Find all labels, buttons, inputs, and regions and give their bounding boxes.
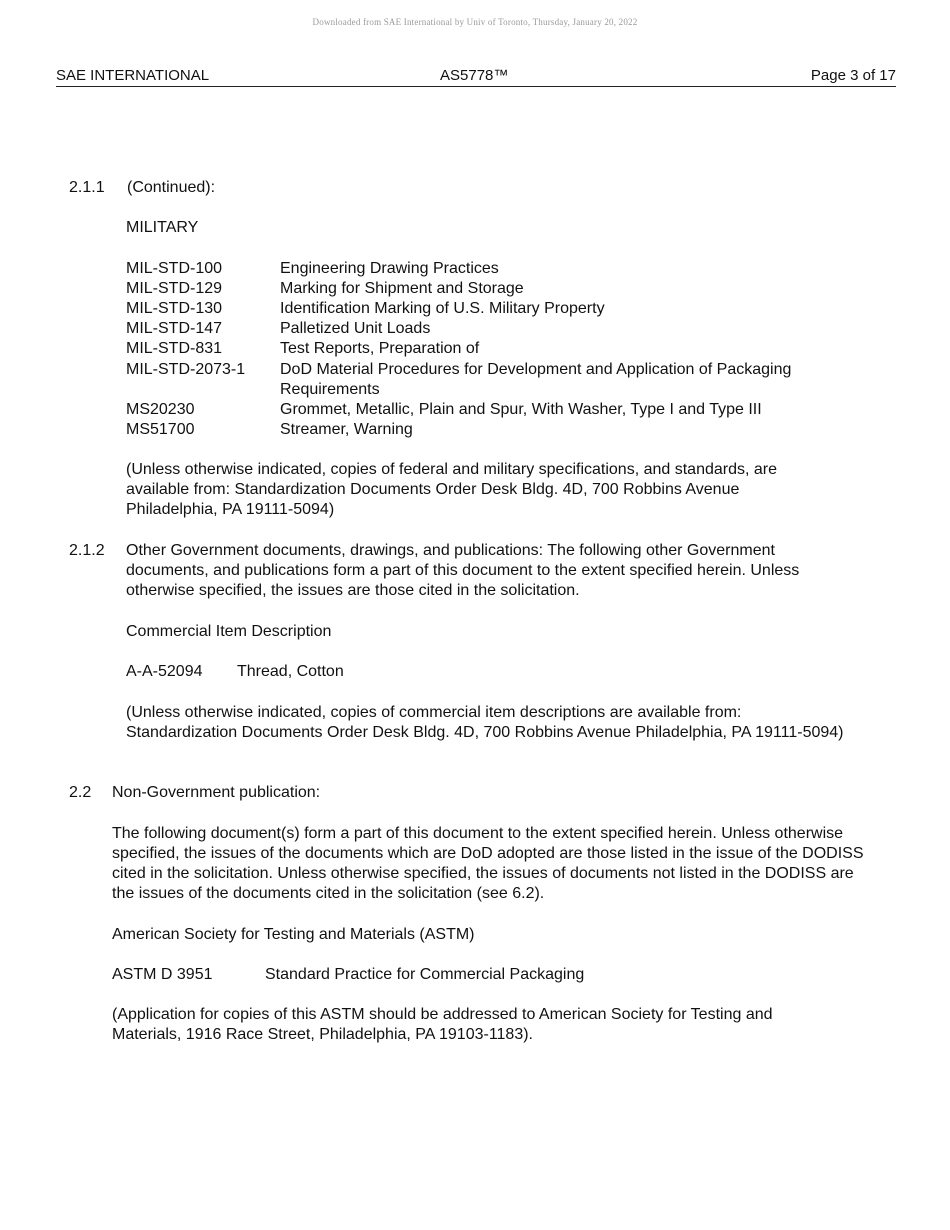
reference-description: Thread, Cotton [237, 663, 344, 680]
section-2-2-text: The following document(s) form a part of this document to the extent specified herein. Unless otherwise specified, the issues of the documents which are DoD adopted are those listed in the issue of the DODISS cited in the solicitation. Unless otherwise specified, the issues of documents not listed in the DODISS are the issues of the documents cited in the solicitation (see 6.2). [112, 825, 864, 902]
astm-availability-note: (Application for copies of this ASTM should be addressed to American Society for Testing and Materials, 1916 Race Street, Philadelphia, PA 19103-1183). [112, 1006, 773, 1043]
reference-code: MIL-STD-147 [126, 320, 223, 337]
reference-description: Engineering Drawing Practices [280, 260, 499, 277]
reference-code: A-A-52094 [126, 663, 203, 680]
reference-code: MIL-STD-100 [126, 260, 223, 277]
reference-row [126, 400, 866, 420]
reference-code: MIL-STD-129 [126, 280, 223, 297]
reference-code: MS20230 [126, 401, 195, 418]
reference-row [126, 259, 866, 279]
reference-row [126, 360, 866, 400]
reference-row [126, 420, 866, 440]
reference-row [126, 319, 866, 339]
reference-description: Palletized Unit Loads [280, 320, 431, 337]
section-2-2-number: 2.2 [69, 784, 92, 801]
section-2-1-2-text: Other Government documents, drawings, and publications: The following other Government documents, and publications form a part of this document to the extent specified herein. Unless otherwise specified, the issues are those cited in the solicitation. [126, 542, 800, 599]
header-document-id: AS5778™ [440, 67, 509, 84]
reference-row [126, 339, 866, 359]
reference-description: Standard Practice for Commercial Packaging [265, 966, 585, 983]
reference-description: Streamer, Warning [280, 421, 413, 438]
reference-description: Grommet, Metallic, Plain and Spur, With Washer, Type I and Type III [280, 401, 762, 418]
reference-code: MS51700 [126, 421, 195, 438]
reference-code: MIL-STD-831 [126, 340, 223, 357]
reference-description: Identification Marking of U.S. Military Property [280, 300, 605, 317]
astm-organization-heading: American Society for Testing and Materials (ASTM) [112, 926, 475, 943]
section-2-1-1-number: 2.1.1 [69, 179, 105, 196]
reference-row [126, 299, 866, 319]
section-2-1-2-number: 2.1.2 [69, 542, 105, 559]
reference-code: ASTM D 3951 [112, 966, 213, 983]
reference-code: MIL-STD-130 [126, 300, 223, 317]
page-header [56, 66, 896, 87]
reference-code: MIL-STD-2073-1 [126, 361, 246, 378]
military-availability-note: (Unless otherwise indicated, copies of federal and military specifications, and standards, are available from: Standardization Documents Order Desk Bldg. 4D, 700 Robbins Avenue Philadelphia, PA 19111-5094) [126, 461, 777, 518]
section-2-2-title: Non-Government publication: [112, 784, 321, 801]
commercial-item-heading: Commercial Item Description [126, 623, 332, 640]
reference-description: Test Reports, Preparation of [280, 340, 480, 357]
header-organization: SAE INTERNATIONAL [56, 67, 210, 84]
section-2-1-1-title: (Continued): [127, 179, 216, 196]
header-page-number: Page 3 of 17 [810, 67, 896, 84]
military-category-heading: MILITARY [126, 219, 199, 236]
download-watermark: Downloaded from SAE International by Univ of Toronto, Thursday, January 20, 2022 [312, 17, 638, 27]
reference-row [126, 279, 866, 299]
commercial-availability-note: (Unless otherwise indicated, copies of commercial item descriptions are available from: Standardization Documents Order Desk Bldg. 4D, 700 Robbins Avenue Philadelphia, PA 19111-5094) [126, 704, 844, 741]
reference-description: DoD Material Procedures for Development and Application of Packaging Requirements [280, 361, 792, 398]
reference-description: Marking for Shipment and Storage [280, 280, 524, 297]
